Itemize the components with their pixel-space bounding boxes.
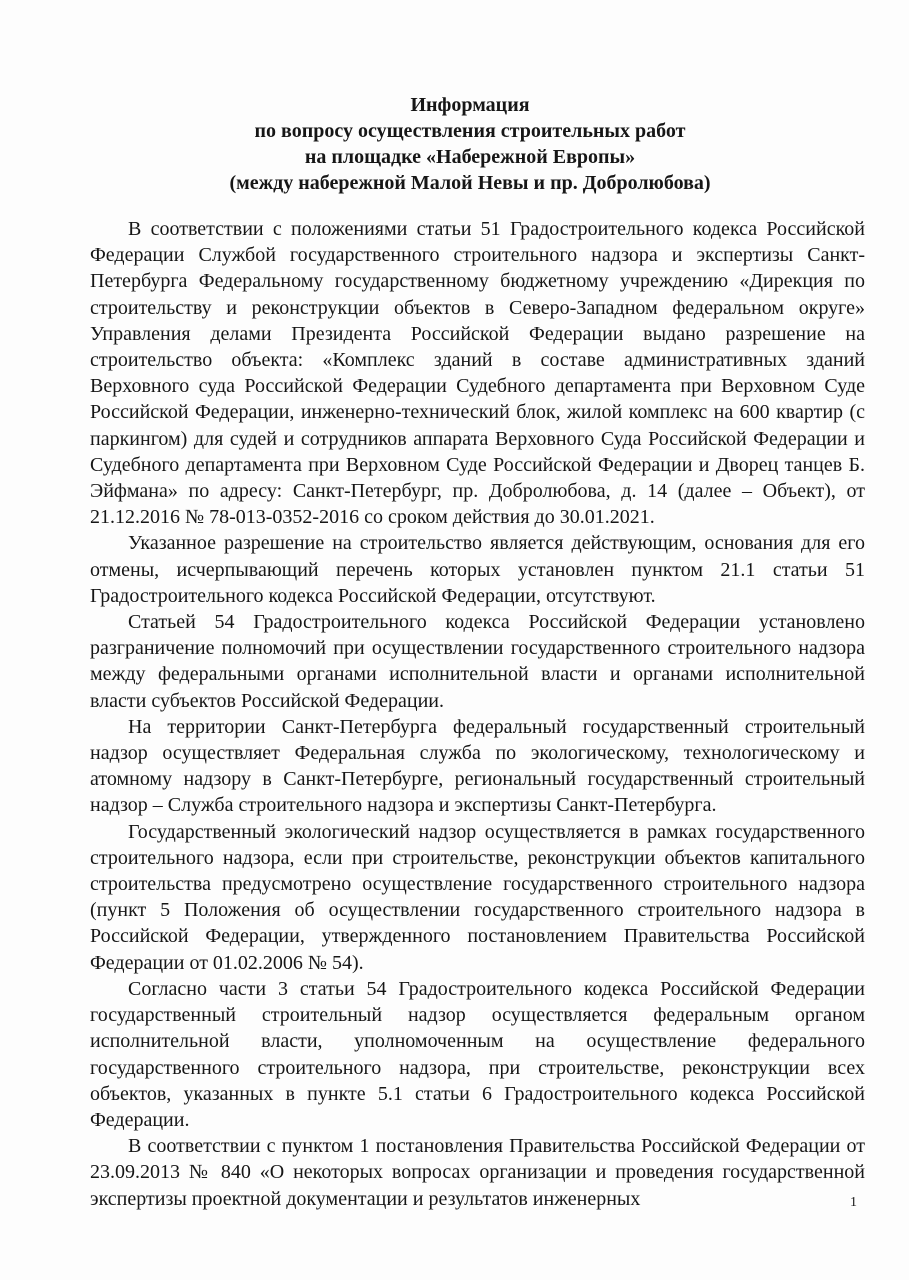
heading-line-1: Информация (410, 94, 530, 116)
heading-line-4: (между набережной Малой Невы и пр. Добролюбова) (229, 172, 711, 194)
paragraph-article-54: Статьей 54 Градостроительного кодекса Российской Федерации установлено разграничение полномочий при осуществлении государственного строительного надзора между федеральными органами исполнительной власти и органами исполнительной власти субъектов Российской Федерации. (90, 611, 865, 712)
document-body (90, 216, 865, 1212)
paragraph-part-3-article-54: Согласно части 3 статьи 54 Градостроительного кодекса Российской Федерации государственный строительный надзор осуществляется федеральным органом исполнительной власти, уполномоченным на осуществление федерального государственного строительного надзора, при строительстве, реконструкции всех объектов, указанных в пункте 5.1 статьи 6 Градостроительного кодекса Российской Федерации. (90, 977, 865, 1131)
page-number: 1 (850, 1195, 857, 1210)
paragraph-permit: В соответствии с положениями статьи 51 Градостроительного кодекса Российской Федерации Службой государственного строительного надзора и экспертизы Санкт-Петербурга Федеральному государственному бюджетному учреждению «Дирекция по строительству и реконструкции объектов в Северо-Западном федеральном округе» Управления делами Президента Российской Федерации выдано разрешение на строительство объекта: «Комплекс зданий в составе административных зданий Верховного суда Российской Федерации Судебного департамента при Верховном Суде Российской Федерации, инженерно-технический блок, жилой комплекс на 600 квартир (с паркингом) для судей и сотрудников аппарата Верховного Суда Российской Федерации и Судебного департамента при Верховном Суде Российской Федерации и Дворец танцев Б. Эйфмана» по адресу: Санкт-Петербург, пр. Добролюбова, д. 14 (далее – Объект), от 21.12.2016 № 78-013-0352-2016 со сроком действия до 30.01.2021. (90, 218, 865, 529)
paragraph-ecological-supervision: Государственный экологический надзор осуществляется в рамках государственного строительного надзора, если при строительстве, реконструкции объектов капитального строительства предусмотрено осуществление государственного строительного надзора (пункт 5 Положения об осуществлении государственного строительного надзора в Российской Федерации, утвержденного постановлением Правительства Российской Федерации от 01.02.2006 № 54). (90, 820, 865, 974)
paragraph-resolution-840: В соответствии с пунктом 1 постановления Правительства Российской Федерации от 23.09.2013 № 840 «О некоторых вопросах организации и проведения государственной экспертизы проектной документации и результатов инженерных (90, 1135, 865, 1210)
paragraph-permit-valid: Указанное разрешение на строительство является действующим, основания для его отмены, исчерпывающий перечень которых установлен пунктом 21.1 статьи 51 Градостроительного кодекса Российской Федерации, отсутствуют. (90, 532, 865, 607)
document-heading (90, 92, 850, 196)
heading-line-3: на площадке «Набережной Европы» (304, 146, 636, 168)
paragraph-spb-supervision: На территории Санкт-Петербурга федеральный государственный строительный надзор осуществляет Федеральная служба по экологическому, технологическому и атомному надзору в Санкт-Петербурге, региональный государственный строительный надзор – Служба строительного надзора и экспертизы Санкт-Петербурга. (90, 715, 865, 817)
heading-line-2: по вопросу осуществления строительных работ (254, 120, 686, 142)
